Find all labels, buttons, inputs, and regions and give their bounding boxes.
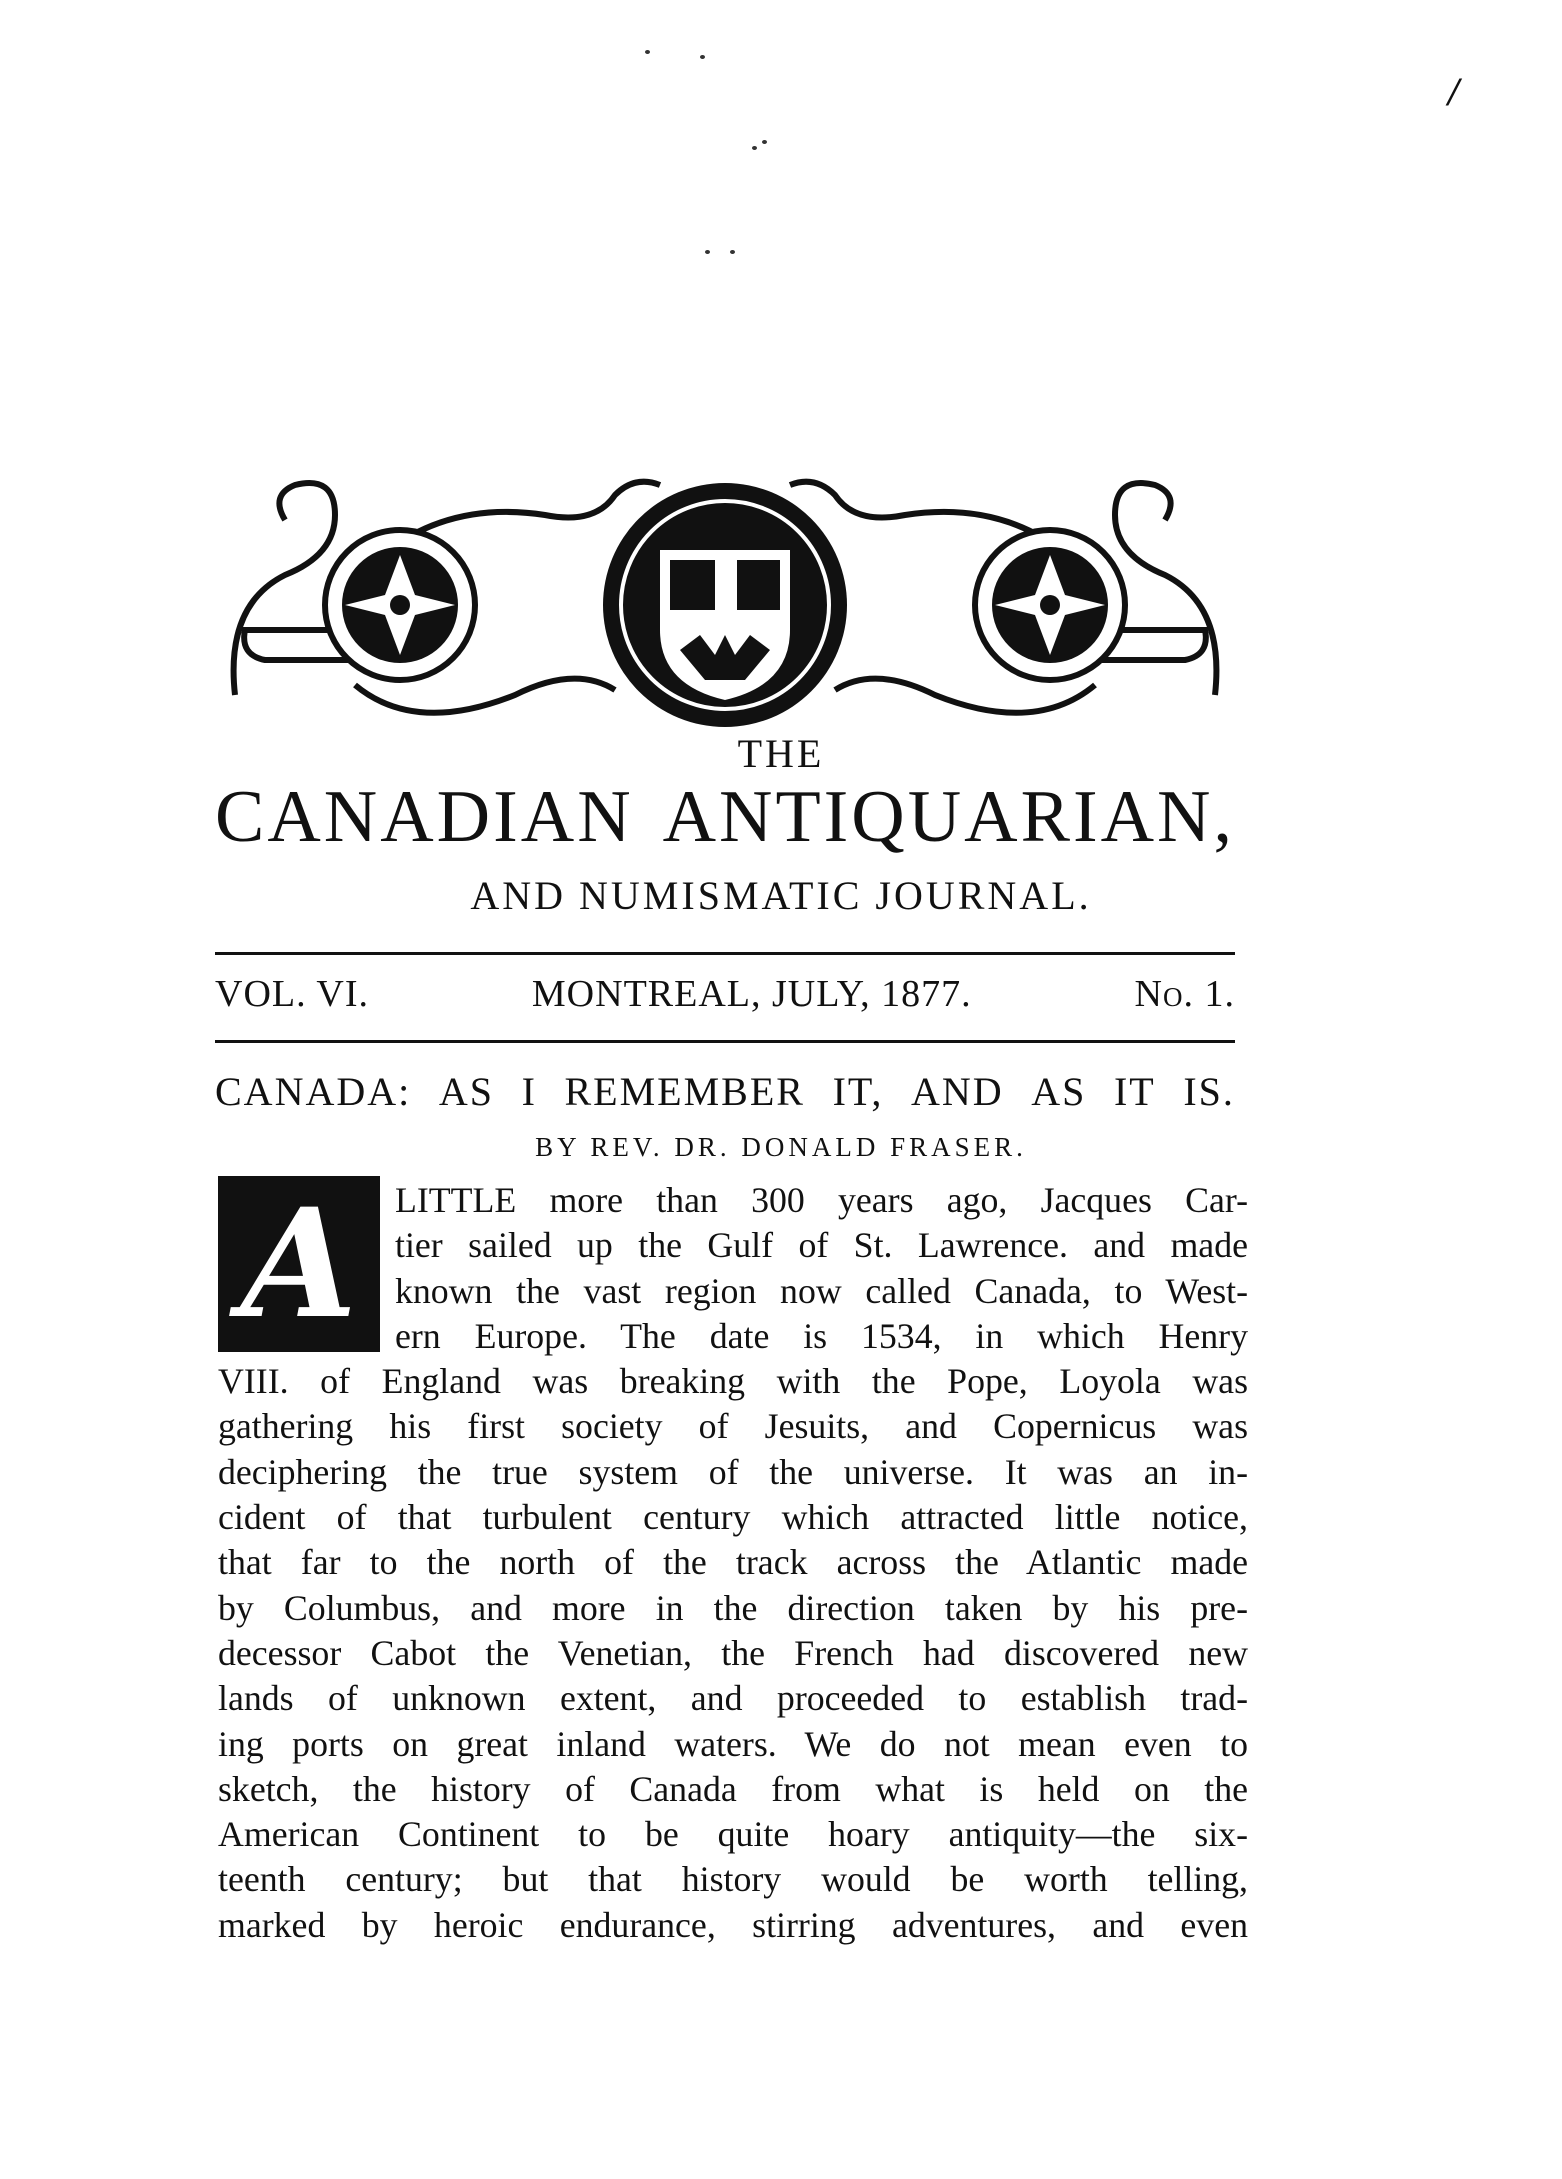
issue-line: [215, 972, 1235, 1016]
body-line: ern Europe. The date is 1534, in which Henry: [395, 1315, 1248, 1356]
body-line: gathering his first society of Jesuits, and Copernicus was: [218, 1406, 1248, 1447]
headpiece-ornament: [215, 455, 1235, 740]
article-title-word: IS.: [1183, 1069, 1235, 1114]
article-title-word: CANADA:: [215, 1069, 412, 1114]
article-title-word: AS: [438, 1069, 494, 1114]
article-title: [215, 1068, 1235, 1115]
issue-number: No. 1.: [1134, 973, 1235, 1015]
rosette-left: [325, 530, 475, 680]
body-line: by Columbus, and more in the direction taken by his pre-: [218, 1587, 1248, 1628]
print-speck: [705, 250, 710, 254]
title-word-canadian: CANADIAN: [215, 776, 634, 858]
title-word-antiquarian: ANTIQUARIAN,: [662, 776, 1235, 858]
page-mark: /: [1448, 69, 1460, 114]
body-line: sketch, the history of Canada from what is held on the: [218, 1768, 1248, 1809]
body-line: ing ports on great inland waters. We do not mean even to: [218, 1723, 1248, 1764]
article-byline: BY REV. DR. DONALD FRASER.: [535, 1132, 1027, 1162]
body-line: that far to the north of the track across the Atlantic made: [218, 1542, 1248, 1583]
body-line: tier sailed up the Gulf of St. Lawrence. and made: [395, 1225, 1248, 1266]
rule-bottom: [215, 1040, 1235, 1043]
place-date: MONTREAL, JULY, 1877.: [531, 973, 972, 1015]
print-speck: [752, 146, 757, 150]
article-title-word: I: [521, 1069, 537, 1114]
journal-title: [215, 776, 1235, 858]
article-title-word: IT: [1113, 1069, 1156, 1114]
article-title-word: AS: [1031, 1069, 1087, 1114]
print-speck: [645, 50, 650, 54]
print-speck: [762, 140, 767, 144]
body-line: VIII. of England was breaking with the Pope, Loyola was: [218, 1361, 1248, 1402]
article-title-word: REMEMBER: [564, 1069, 805, 1114]
body-line: teenth century; but that history would be worth telling,: [218, 1859, 1248, 1900]
body-line: American Continent to be quite hoary antiquity—the six-: [218, 1814, 1248, 1855]
rosette-right: [975, 530, 1125, 680]
article-title-word: AND: [910, 1069, 1004, 1114]
rule-top: [215, 952, 1235, 955]
masthead-the: THE: [737, 731, 825, 776]
body-line: lands of unknown extent, and proceeded to establish trad-: [218, 1678, 1248, 1719]
print-speck: [730, 250, 735, 254]
volume-label: VOL. VI.: [215, 973, 370, 1015]
body-line: decessor Cabot the Venetian, the French had discovered new: [218, 1632, 1248, 1673]
body-line: LITTLE more than 300 years ago, Jacques Car-: [395, 1180, 1248, 1220]
body-line: deciphering the true system of the universe. It was an in-: [218, 1451, 1248, 1492]
body-line: cident of that turbulent century which attracted little notice,: [218, 1497, 1248, 1538]
body-line: marked by heroic endurance, stirring adventures, and even: [218, 1904, 1248, 1945]
body-line: known the vast region now called Canada, to West-: [395, 1270, 1248, 1311]
journal-subtitle: AND NUMISMATIC JOURNAL.: [470, 873, 1092, 918]
article-title-word: IT,: [832, 1069, 884, 1114]
article-body: [218, 1178, 1248, 1948]
drop-cap: A: [218, 1176, 380, 1352]
print-speck: [700, 55, 705, 59]
